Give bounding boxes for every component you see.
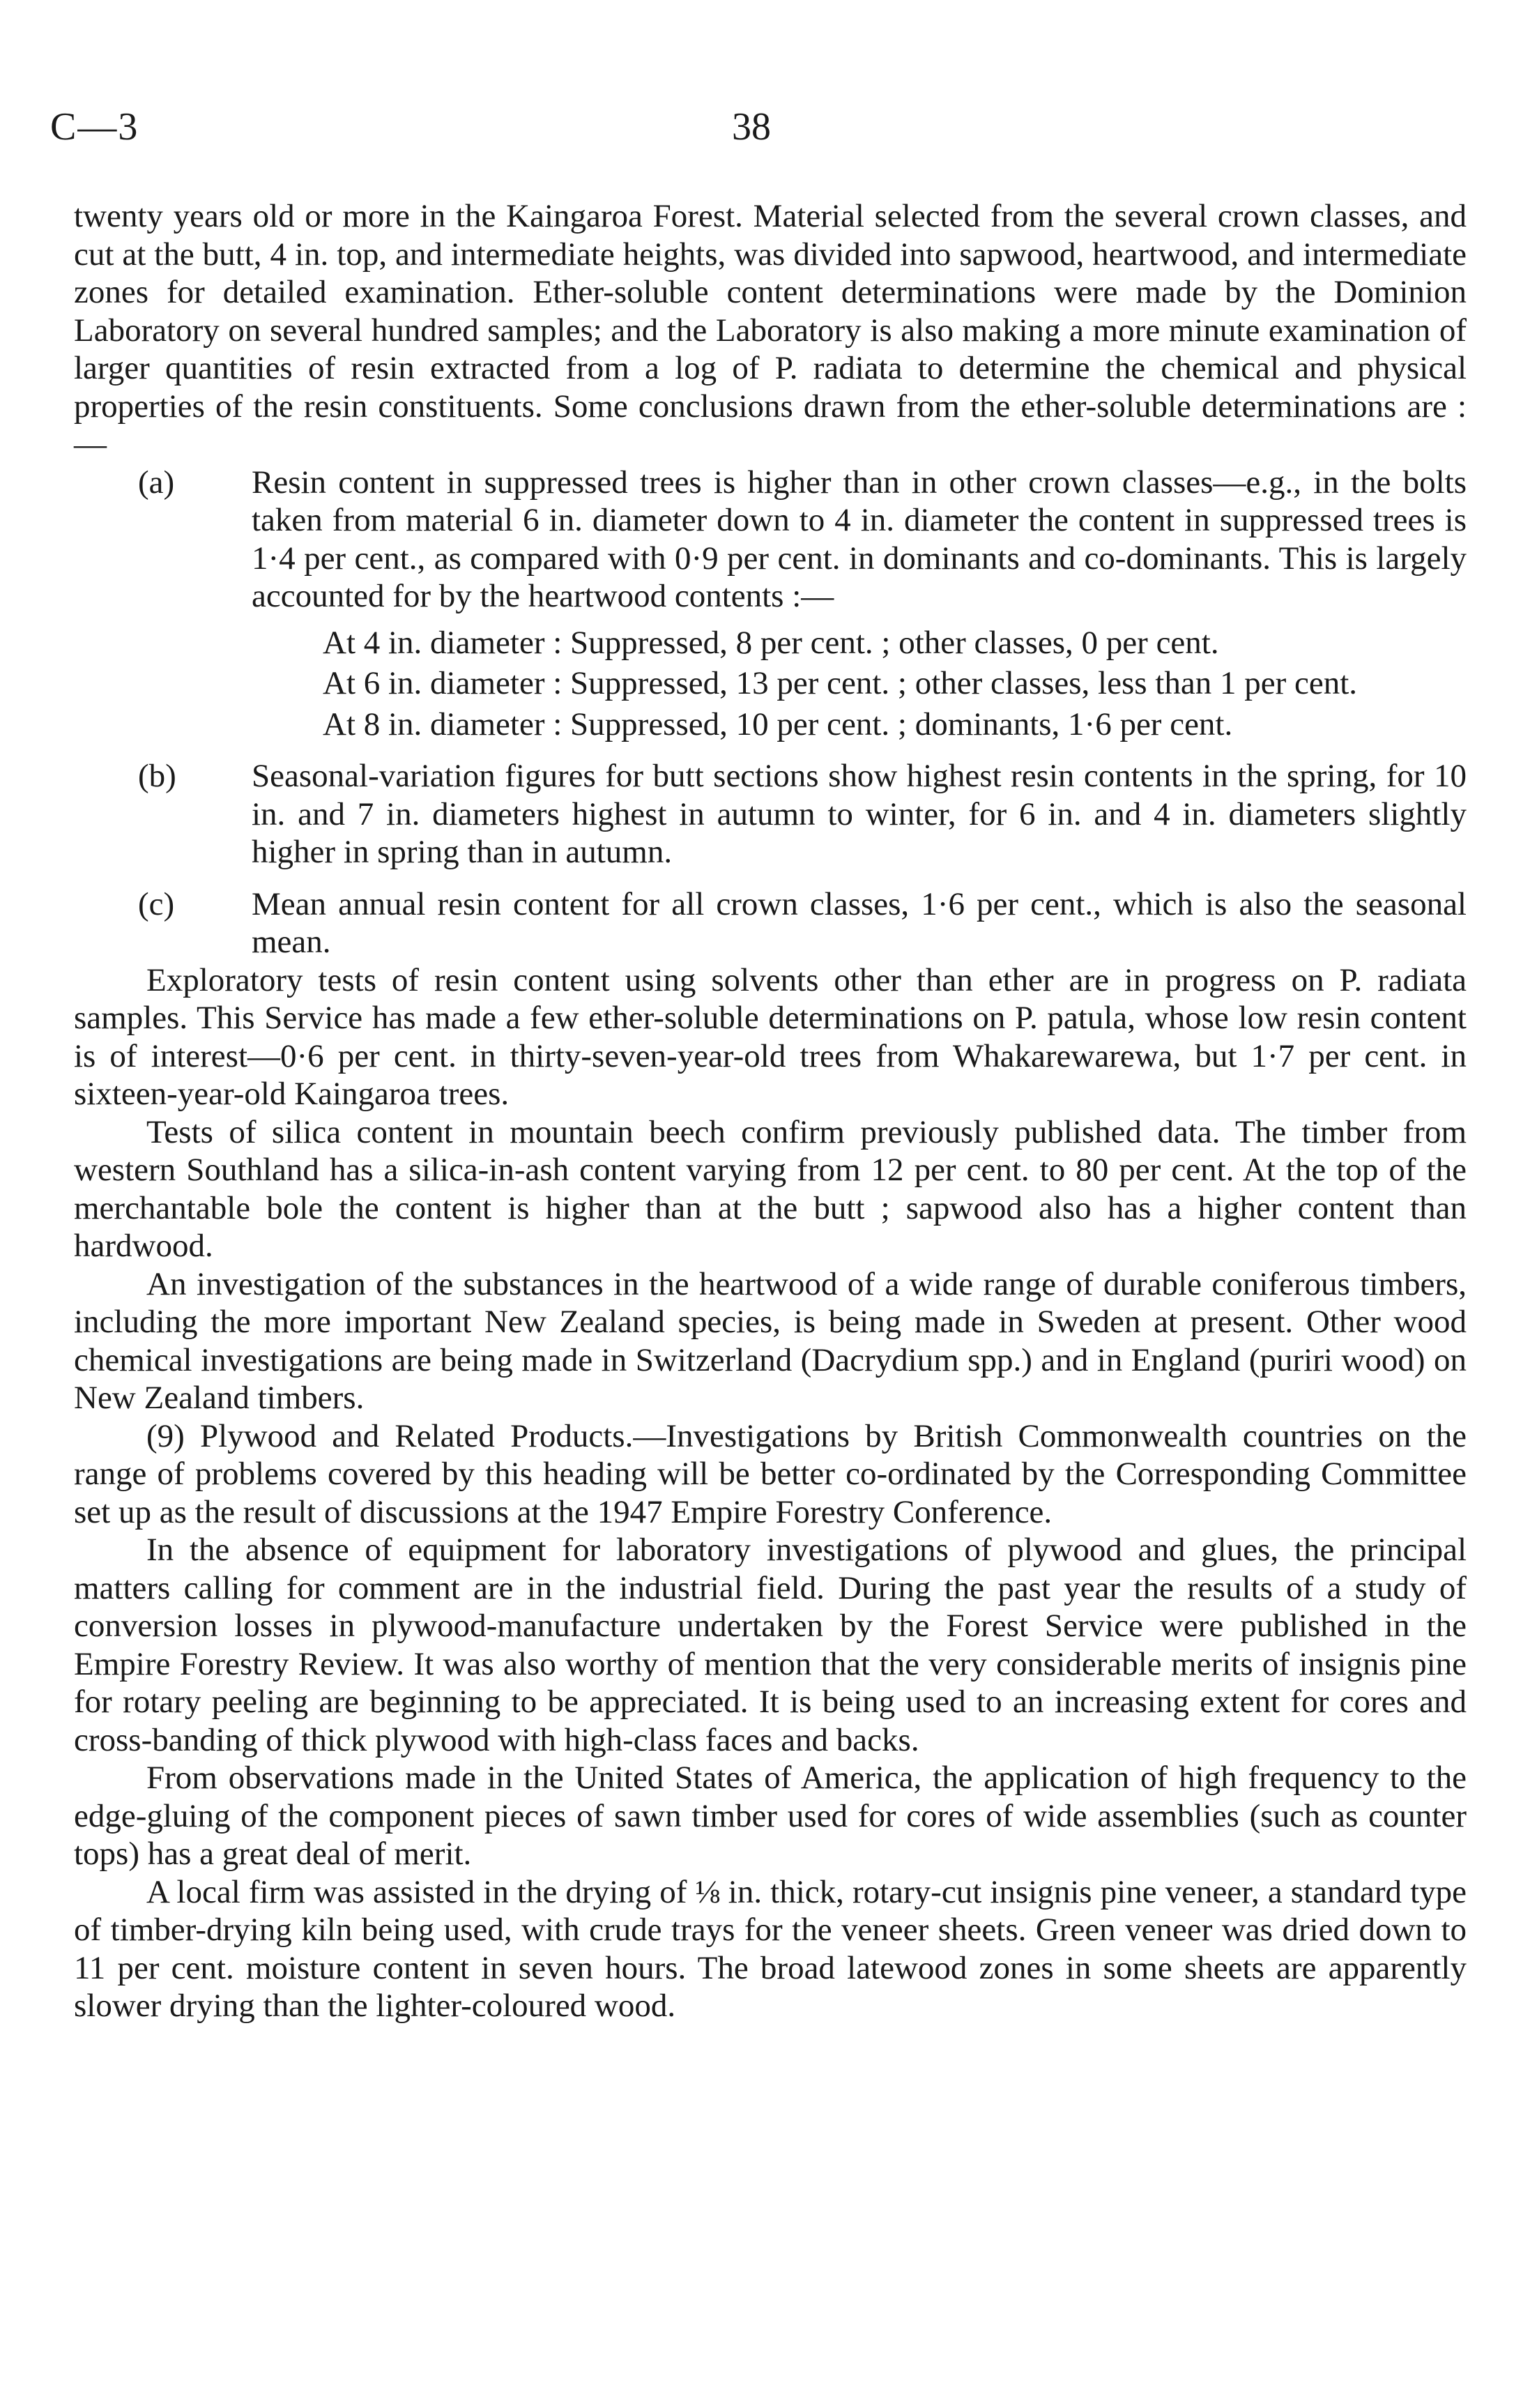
paragraph-exploratory-tests: Exploratory tests of resin content using solvents other than ether are in progress on P. radiata samples. This Service has made a few ether-soluble determinations on P. patula, whose low resin content is of interest—0·6 per cent. in thirty-seven-year-old trees from Whakarewarewa, but 1·7 per cent. in sixteen-year-old Kaingaroa trees. [74, 961, 1467, 1112]
sub-list-item-6in [323, 664, 1467, 703]
paragraph-high-frequency: From observations made in the United States of America, the application of high frequency to the edge-gluing of the component pieces of sawn timber used for cores of wide assemblies (such as counter tops) has a great deal of merit. [74, 1760, 1467, 1872]
sub-list-item-text: At 4 in. diameter : Suppressed, 8 per cent. ; other classes, 0 per cent. [323, 624, 1219, 661]
sub-list-item-text: At 8 in. diameter : Suppressed, 10 per cent. ; dominants, 1·6 per cent. [323, 706, 1233, 742]
list-item-label: (a) [138, 464, 175, 501]
page-header [0, 105, 1530, 153]
sub-list-item-text: At 6 in. diameter : Suppressed, 13 per cent. ; other classes, less than 1 per cent. [323, 665, 1358, 701]
opening-paragraph: twenty years old or more in the Kaingaroa Forest. Material selected from the several crown classes, and cut at the butt, 4 in. top, and intermediate heights, was divided into sapwood, heartwood, and intermediate zones for detailed examination. Ether-soluble content determinations were made by the Dominion Laboratory on several hundred samples; and the Laboratory is also making a more minute examination of larger quantities of resin extracted from a log of P. radiata to determine the chemical and physical properties of the resin constituents. Some conclusions drawn from the ether-soluble determinations are :— [74, 198, 1467, 462]
list-item-text: Mean annual resin content for all crown classes, 1·6 per cent., which is also the seasonal mean. [252, 885, 1467, 960]
list-item-text: Resin content in suppressed trees is higher than in other crown classes—e.g., in the bolts taken from material 6 in. diameter down to 4 in. diameter the content in suppressed trees is 1·4 per cent., as compared with 0·9 per cent. in dominants and co-dominants. This is largely accounted for by the heartwood contents :— [252, 464, 1467, 614]
list-item-label: (c) [138, 885, 175, 922]
list-item-text: Seasonal-variation figures for butt sections show highest resin contents in the spring, for 10 in. and 7 in. diameters highest in autumn to winter, for 6 in. and 4 in. diameters slightly higher in spring than in autumn. [252, 758, 1467, 870]
list-item-a [74, 464, 1467, 616]
list-item-label: (b) [138, 758, 176, 794]
paragraph-silica-content: Tests of silica content in mountain beech confirm previously published data. The timber from western Southland has a silica-in-ash content varying from 12 per cent. to 80 per cent. At the top of the merchantable bole the content is higher than at the butt ; sapwood also has a higher content than hardwood. [74, 1113, 1467, 1264]
list-item-b [74, 757, 1467, 871]
paragraph-veneer-drying: A local firm was assisted in the drying of ⅛ in. thick, rotary-cut insignis pine veneer, a standard type of timber-drying kiln being used, with crude trays for the veneer sheets. Green veneer was dried down to 11 per cent. moisture content in seven hours. The broad latewood zones in some sheets are apparently slower drying than the lighter-coloured wood. [74, 1873, 1467, 2024]
page-body [74, 197, 1467, 2025]
page-number: 38 [732, 105, 771, 148]
sub-list-item-8in [323, 706, 1467, 744]
document-reference: C—3 [50, 105, 139, 148]
sub-list-item-4in [323, 624, 1467, 662]
sub-list [323, 624, 1467, 744]
paragraph-plywood-glues: In the absence of equipment for laboratory investigations of plywood and glues, the principal matters calling for comment are in the industrial field. During the past year the results of a study of conversion losses in plywood-manufacture undertaken by the Forest Service were published in the Empire Forestry Review. It was also worthy of mention that the very considerable merits of insignis pine for rotary peeling are beginning to be appreciated. It is being used to an increasing extent for cores and cross-banding of thick plywood with high-class faces and backs. [74, 1532, 1467, 1758]
paragraph-heartwood-investigation: An investigation of the substances in the heartwood of a wide range of durable coniferous timbers, including the more important New Zealand species, is being made in Sweden at present. Other wood chemical investigations are being made in Switzerland (Dacrydium spp.) and in England (puriri wood) on New Zealand timbers. [74, 1265, 1467, 1416]
paragraph-plywood-heading: (9) Plywood and Related Products.—Investigations by British Commonwealth countries on the range of problems covered by this heading will be better co-ordinated by the Corresponding Committee set up as the result of discussions at the 1947 Empire Forestry Conference. [74, 1417, 1467, 1530]
list-item-c [74, 885, 1467, 961]
